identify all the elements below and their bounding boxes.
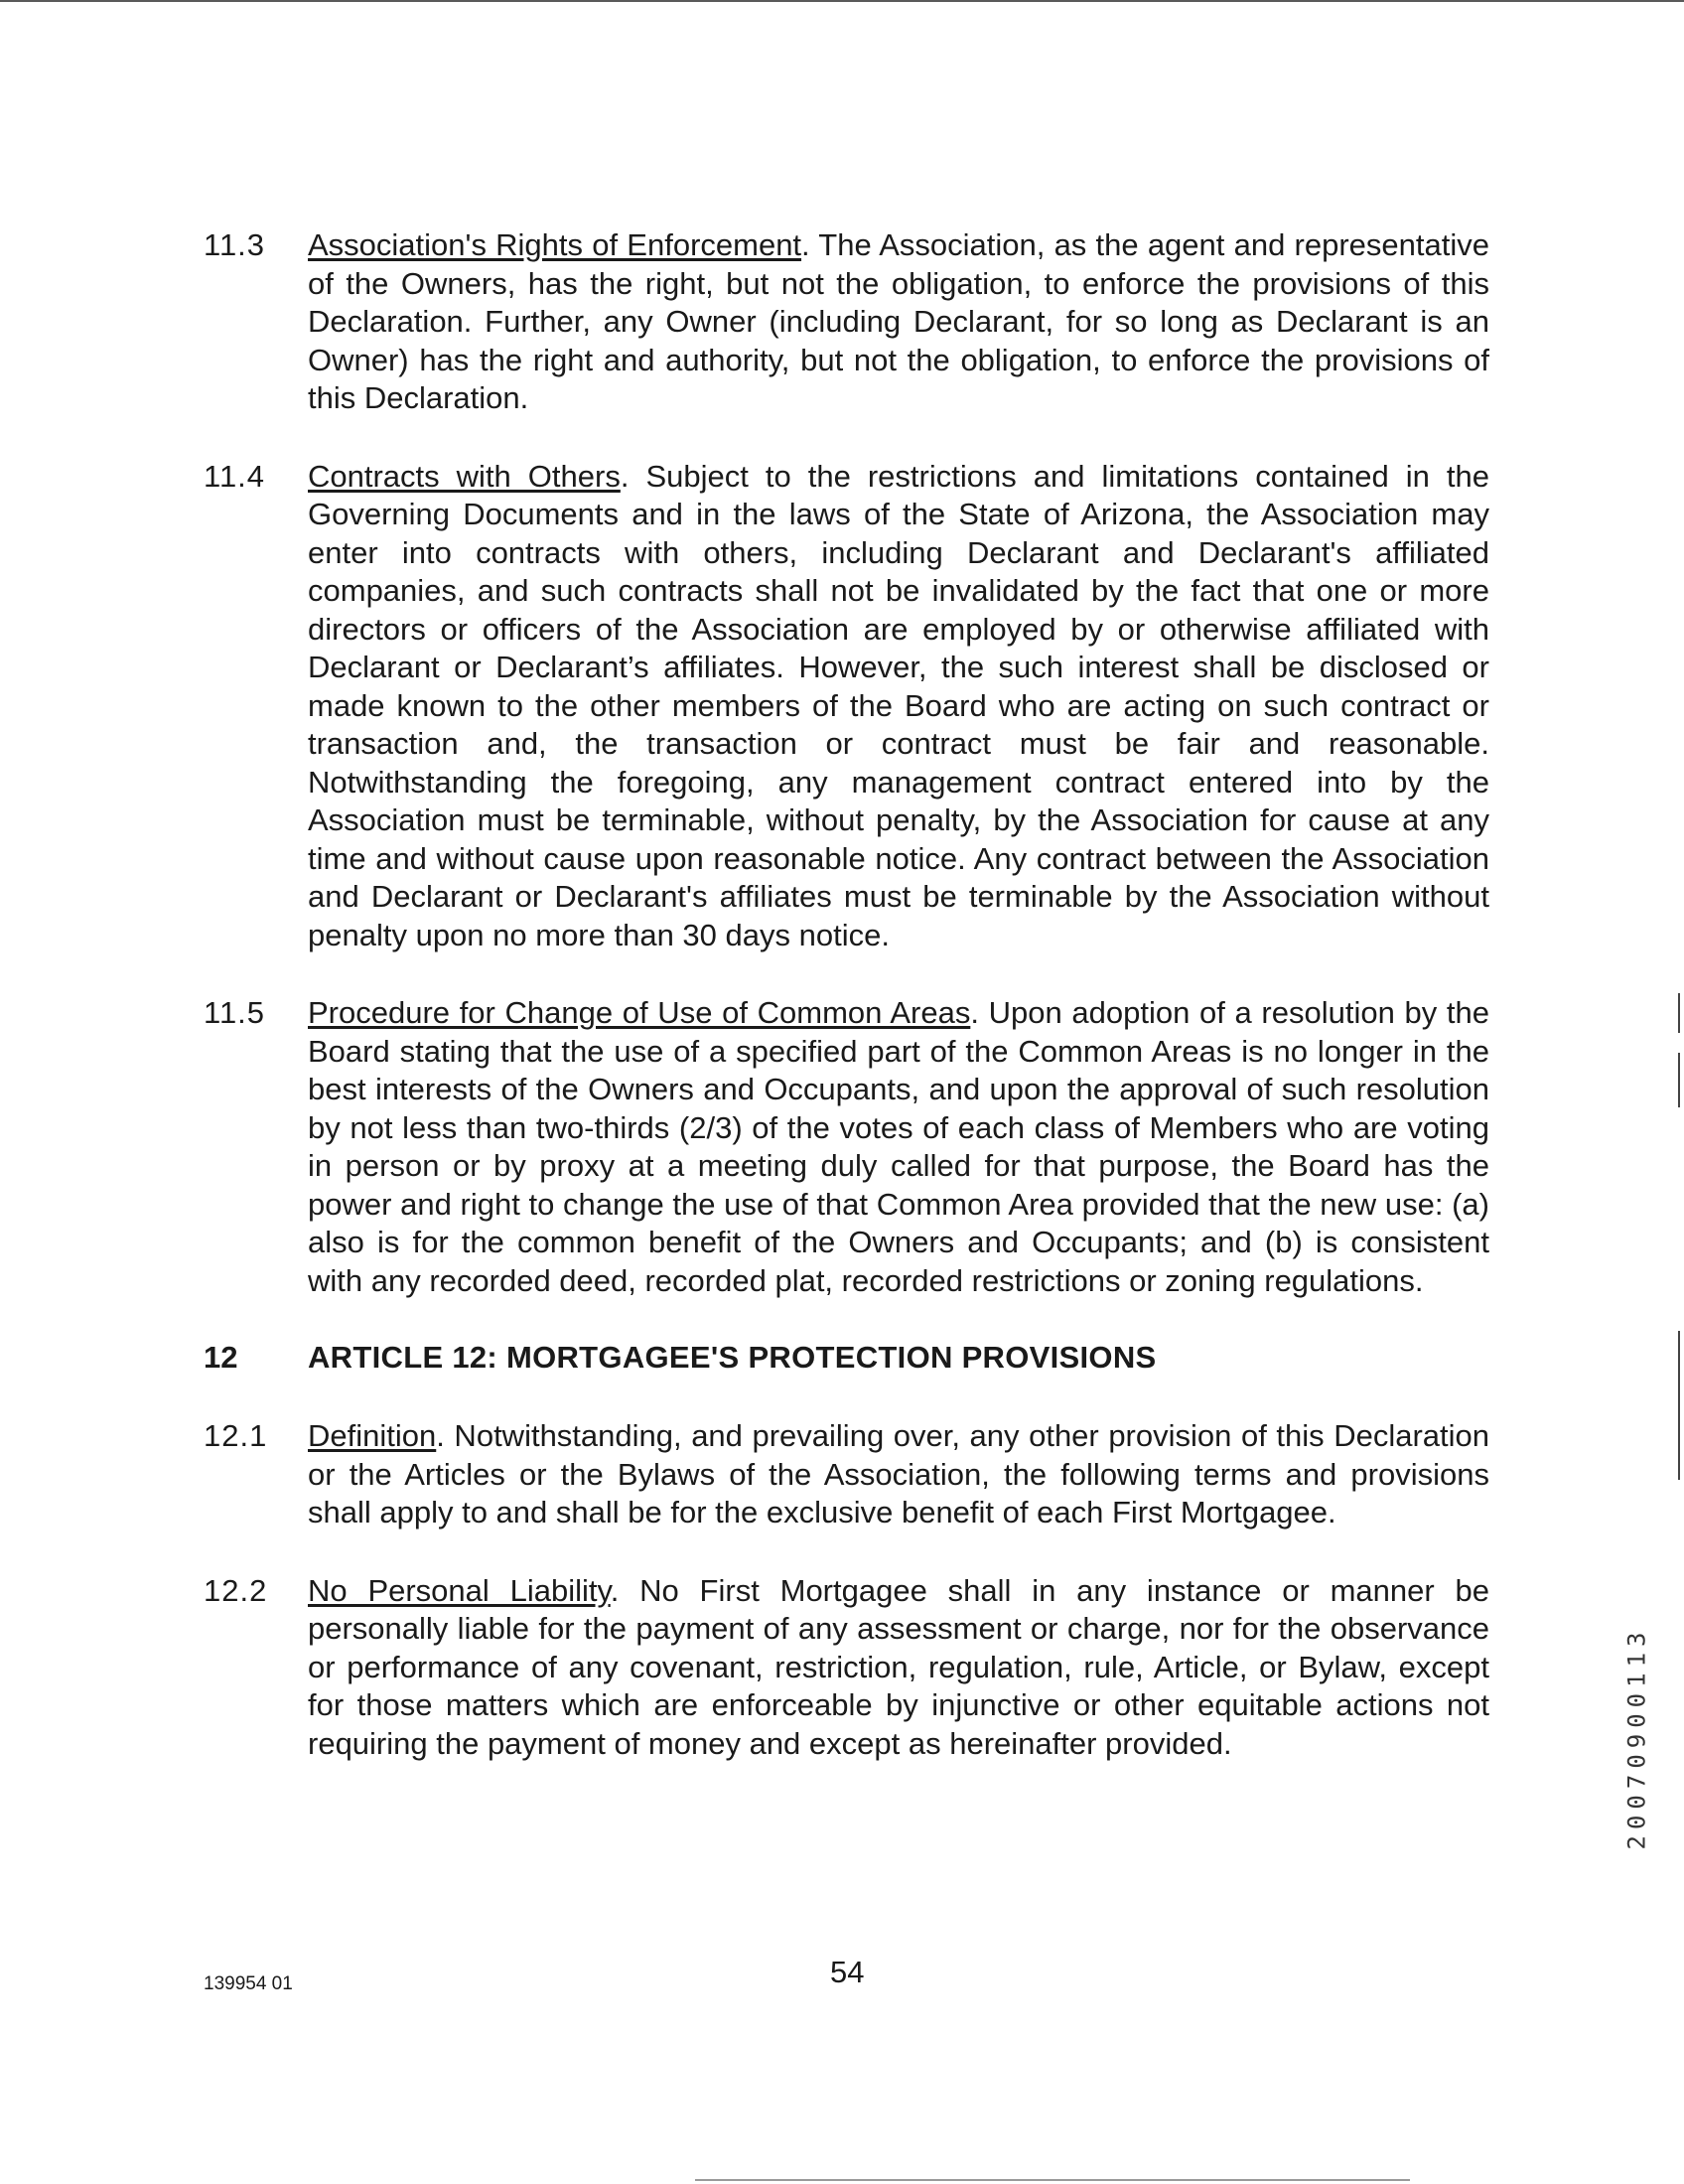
section-number: 12.1 bbox=[204, 1418, 268, 1453]
section-body-text: . No First Mortgagee shall in any instance or manner be personally liable for the payment of any assessment or charge, nor for the observance or performance of any covenant, restriction, regulation, rule, Article, or Bylaw, except for those matters which are enforceable by injunctive or other equitable actions not requiring the payment of money and except as hereinafter provided. bbox=[308, 1572, 1489, 1761]
section-body-text: . The Association, as the agent and representative of the Owners, has the right, but not the obligation, to enforce the provisions of this Declaration. Further, any Owner (including Declarant, for so long as Declarant is an Owner) has the right and authority, but not the obligation, to enforce the provisions of this Declaration. bbox=[308, 227, 1489, 415]
section-text bbox=[308, 458, 1489, 955]
article-number: 12 bbox=[204, 1340, 238, 1375]
section-number: 12.2 bbox=[204, 1572, 268, 1608]
page-top-edge bbox=[0, 0, 1684, 2]
section-12-2 bbox=[204, 1572, 1494, 1764]
scan-edge-mark bbox=[1678, 1331, 1680, 1480]
section-text bbox=[308, 1417, 1489, 1532]
recording-stamp-text: 20070900113 bbox=[1622, 1626, 1651, 1850]
section-11-5 bbox=[204, 994, 1494, 1300]
section-text bbox=[308, 1572, 1489, 1764]
section-body-text: . Upon adoption of a resolution by the Board stating that the use of a specified part of the Common Areas is no longer in the best interests of the Owners and Occupants, and upon the approval of such resolution by not less than two-thirds (2/3) of the votes of each class of Members who are voting in person or by proxy at a meeting duly called for that purpose, the Board has the power and right to change the use of that Common Area provided that the new use: (a) also is for the common benefit of the Owners and Occupants; and (b) is consistent with any recorded deed, recorded plat, recorded restrictions or zoning regulations. bbox=[308, 995, 1489, 1298]
section-title: Association's Rights of Enforcement bbox=[308, 227, 802, 262]
recording-stamp bbox=[1616, 1569, 1656, 1907]
page-number: 54 bbox=[830, 1955, 865, 1989]
section-11-4 bbox=[204, 458, 1494, 955]
article-heading bbox=[204, 1338, 1494, 1378]
section-number: 11.4 bbox=[204, 458, 266, 494]
section-title: No Personal Liability bbox=[308, 1572, 611, 1608]
section-title: Procedure for Change of Use of Common Areas bbox=[308, 995, 971, 1030]
article-title: ARTICLE 12: MORTGAGEE'S PROTECTION PROVISIONS bbox=[308, 1340, 1157, 1375]
section-body-text: . Notwithstanding, and prevailing over, any other provision of this Declaration or the Articles or the Bylaws of the Association, the following terms and provisions shall apply to and shall be for the exclusive benefit of each First Mortgagee. bbox=[308, 1418, 1489, 1529]
document-id: 139954 01 bbox=[204, 1973, 293, 1994]
scan-edge-mark bbox=[1678, 1053, 1680, 1107]
section-title: Definition bbox=[308, 1418, 437, 1453]
section-number: 11.5 bbox=[204, 995, 266, 1030]
section-number: 11.3 bbox=[204, 227, 266, 262]
section-text bbox=[308, 226, 1489, 418]
page-bottom-edge bbox=[695, 2179, 1410, 2181]
section-text bbox=[308, 994, 1489, 1300]
section-11-3 bbox=[204, 226, 1494, 418]
scan-edge-mark bbox=[1678, 993, 1680, 1033]
section-12-1 bbox=[204, 1417, 1494, 1532]
section-body-text: . Subject to the restrictions and limitations contained in the Governing Documents and in the laws of the State of Arizona, the Association may enter into contracts with others, including Declarant and Declarant's affiliated companies, and such contracts shall not be invalidated by the fact that one or more directors or officers of the Association are employed by or otherwise affiliated with Declarant or Declarant’s affiliates. However, the such interest shall be disclosed or made known to the other members of the Board who are acting on such contract or transaction and, the transaction or contract must be fair and reasonable. Notwithstanding the foregoing, any management contract entered into by the Association must be terminable, without penalty, by the Association for cause at any time and without cause upon reasonable notice. Any contract between the Association and Declarant or Declarant's affiliates must be terminable by the Association without penalty upon no more than 30 days notice. bbox=[308, 458, 1489, 952]
document-body bbox=[204, 226, 1494, 1803]
section-title: Contracts with Others bbox=[308, 458, 621, 494]
